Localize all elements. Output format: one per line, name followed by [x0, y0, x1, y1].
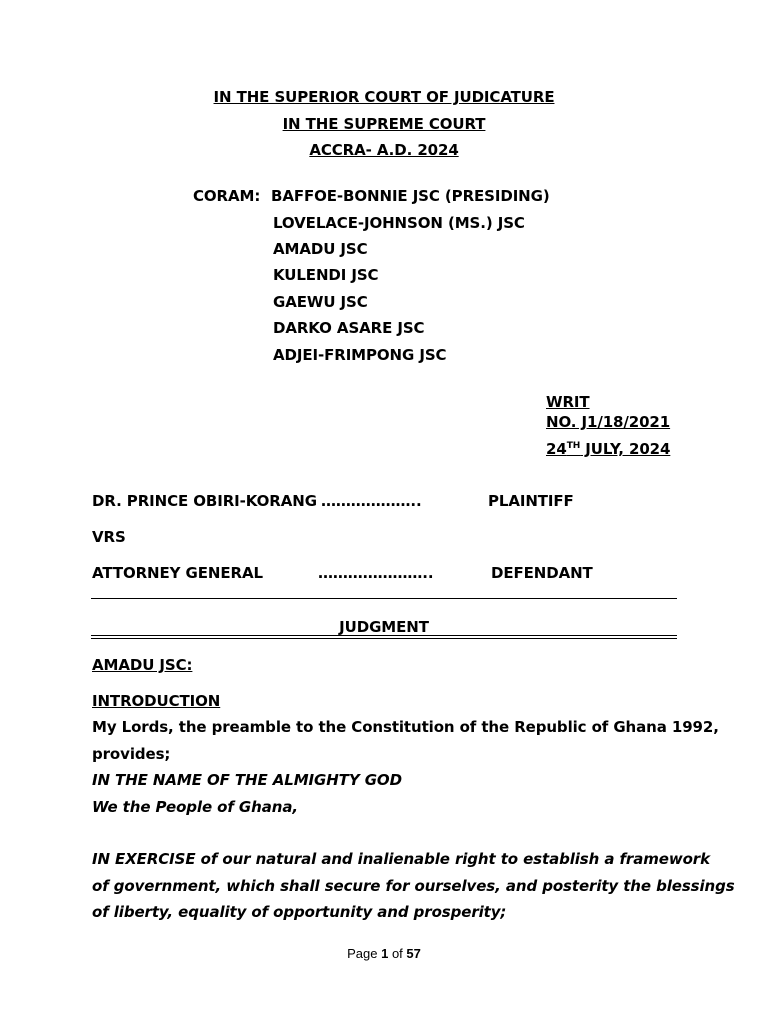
writ-number: NO. J1/18/2021	[546, 413, 671, 431]
judgment-author: AMADU JSC:	[92, 656, 193, 674]
page-word: Page	[347, 946, 378, 961]
page-footer	[0, 946, 768, 962]
double-separator-rule	[91, 635, 677, 639]
judgment-heading: JUDGMENT	[339, 618, 429, 636]
date-month-year: JULY, 2024	[580, 440, 671, 458]
court-title-line3: ACCRA- A.D. 2024	[309, 141, 459, 159]
plaintiff-leader-dots: ………………..	[321, 492, 422, 510]
judge-item: ADJEI-FRIMPONG JSC	[273, 346, 447, 364]
quote-line: We the People of Ghana,	[92, 798, 298, 816]
judge-item: BAFFOE-BONNIE JSC (PRESIDING)	[271, 187, 550, 205]
judgment-date	[546, 440, 670, 458]
current-page-number: 1	[381, 946, 389, 961]
judge-item: DARKO ASARE JSC	[273, 319, 425, 337]
judge-item: AMADU JSC	[273, 240, 368, 258]
intro-line: provides;	[92, 745, 171, 763]
judge-item: KULENDI JSC	[273, 266, 379, 284]
defendant-role: DEFENDANT	[491, 564, 593, 582]
defendant-name: ATTORNEY GENERAL	[92, 564, 263, 582]
court-title-line1: IN THE SUPERIOR COURT OF JUDICATURE	[213, 88, 555, 106]
date-day: 24	[546, 440, 567, 458]
judge-item: GAEWU JSC	[273, 293, 368, 311]
writ-label: WRIT	[546, 393, 590, 411]
of-word: of	[391, 946, 403, 961]
court-title-line2: IN THE SUPREME COURT	[282, 115, 486, 133]
versus-label: VRS	[92, 528, 126, 546]
plaintiff-role: PLAINTIFF	[488, 492, 574, 510]
quote-paragraph-line: of government, which shall secure for ourselves, and posterity the blessings	[92, 877, 735, 895]
quote-paragraph-line: IN EXERCISE of our natural and inalienable right to establish a framework	[92, 850, 710, 868]
plaintiff-name: DR. PRINCE OBIRI-KORANG	[92, 492, 317, 510]
separator-rule	[91, 598, 677, 599]
defendant-leader-dots: …………………..	[318, 564, 434, 582]
intro-line: My Lords, the preamble to the Constitution of the Republic of Ghana 1992,	[92, 718, 719, 736]
quote-line: IN THE NAME OF THE ALMIGHTY GOD	[92, 771, 402, 789]
judge-item: LOVELACE-JOHNSON (MS.) JSC	[273, 214, 525, 232]
section-title: INTRODUCTION	[92, 692, 221, 710]
coram-label: CORAM:	[193, 187, 261, 205]
date-ordinal-suffix: TH	[566, 441, 581, 451]
quote-paragraph-line: of liberty, equality of opportunity and prosperity;	[92, 903, 507, 921]
total-page-count: 57	[406, 946, 421, 961]
